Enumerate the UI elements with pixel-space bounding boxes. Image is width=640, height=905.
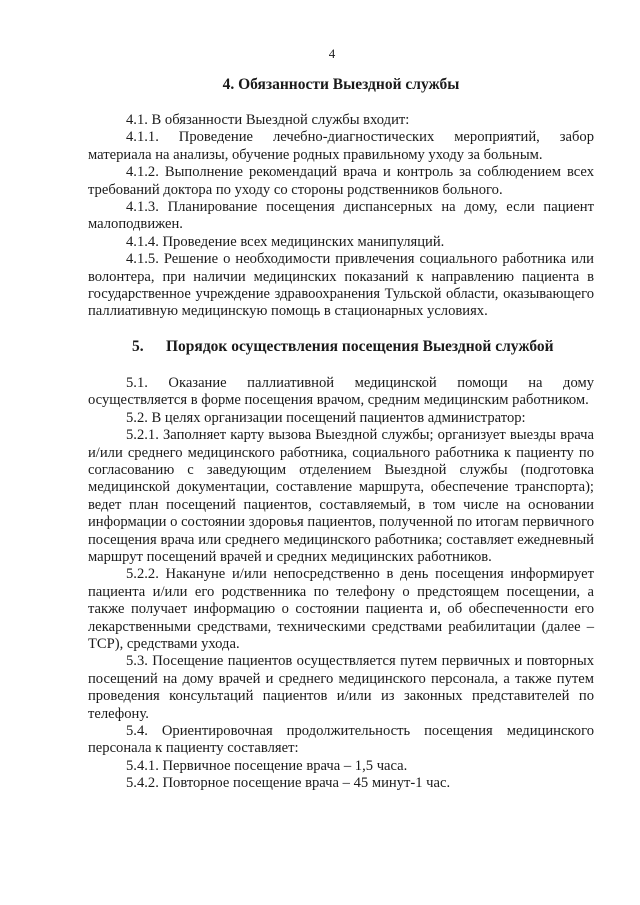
section-5-heading (88, 338, 594, 356)
section-5-title: Порядок осуществления посещения Выездной службой (166, 337, 554, 355)
paragraph-5-3: 5.3. Посещение пациентов осуществляется путем первичных и повторных посещений на дому врачей и среднего медицинского персонала, а также путем проведения консультаций пациентов и/или из законных представителей по телефону. (88, 653, 594, 722)
section-5-number: 5. (132, 337, 144, 355)
paragraph-5-4: 5.4. Ориентировочная продолжительность посещения медицинского персонала к пациенту составляет: (88, 723, 594, 757)
paragraph-5-4-2: 5.4.2. Повторное посещение врача – 45 минут-1 час. (126, 775, 451, 792)
page-number: 4 (328, 46, 336, 61)
paragraph-4-1-5: 4.1.5. Решение о необходимости привлечения социального работника или волонтера, при наличии медицинских показаний к направлению пациента в государственное учреждение здравоохранения Тульской области, оказывающего паллиативную медицинскую помощь в стационарных условиях. (88, 251, 594, 320)
paragraph-5-1: 5.1. Оказание паллиативной медицинской помощи на дому осуществляется в форме посещения врачом, средним медицинским работником. (88, 374, 594, 409)
paragraph-5-2-2: 5.2.2. Накануне и/или непосредственно в день посещения информирует пациента и/или его родственника по телефону о предстоящем посещении, а также получает информацию о состоянии пациента и, об обеспеченности его лекарственными средствами, техническими средствами реабилитации (далее – ТСР), средствами ухода. (88, 566, 594, 652)
paragraph-5-4-1: 5.4.1. Первичное посещение врача – 1,5 часа. (126, 757, 408, 774)
paragraph-4-1-1: 4.1.1. Проведение лечебно-диагностических мероприятий, забор материала на анализы, обучение родных правильному уходу за больным. (88, 129, 594, 163)
document-body (88, 72, 594, 793)
paragraph-4-1-2: 4.1.2. Выполнение рекомендаций врача и контроль за соблюдением всех требований доктора по уходу со стороны родственников больного. (88, 164, 594, 198)
paragraph-5-2-1: 5.2.1. Заполняет карту вызова Выездной службы; организует выезды врача и/или среднего медицинского работника, социального работника к пациенту по согласованию с заведующим отделением Выездной службы (подготовка медицинской документации, составление маршрута, обеспечение транспорта); ведет план посещений пациентов, составляемый, в том числе на основании информации о состоянии здоровья пациентов, полученной по итогам первичного посещения врача или среднего медицинского работника; составляет ежедневный маршрут посещений врачей и средних медицинских работников. (88, 427, 595, 565)
section-4-heading: 4. Обязанности Выездной службы (222, 76, 460, 93)
paragraph-4-1-4: 4.1.4. Проведение всех медицинских манипуляций. (126, 233, 445, 250)
paragraph-5-2: 5.2. В целях организации посещений пациентов администратор: (126, 409, 526, 426)
paragraph-4-1: 4.1. В обязанности Выездной службы входит: (126, 112, 410, 128)
paragraph-4-1-3: 4.1.3. Планирование посещения диспансерных на дому, если пациент малоподвижен. (88, 199, 594, 233)
